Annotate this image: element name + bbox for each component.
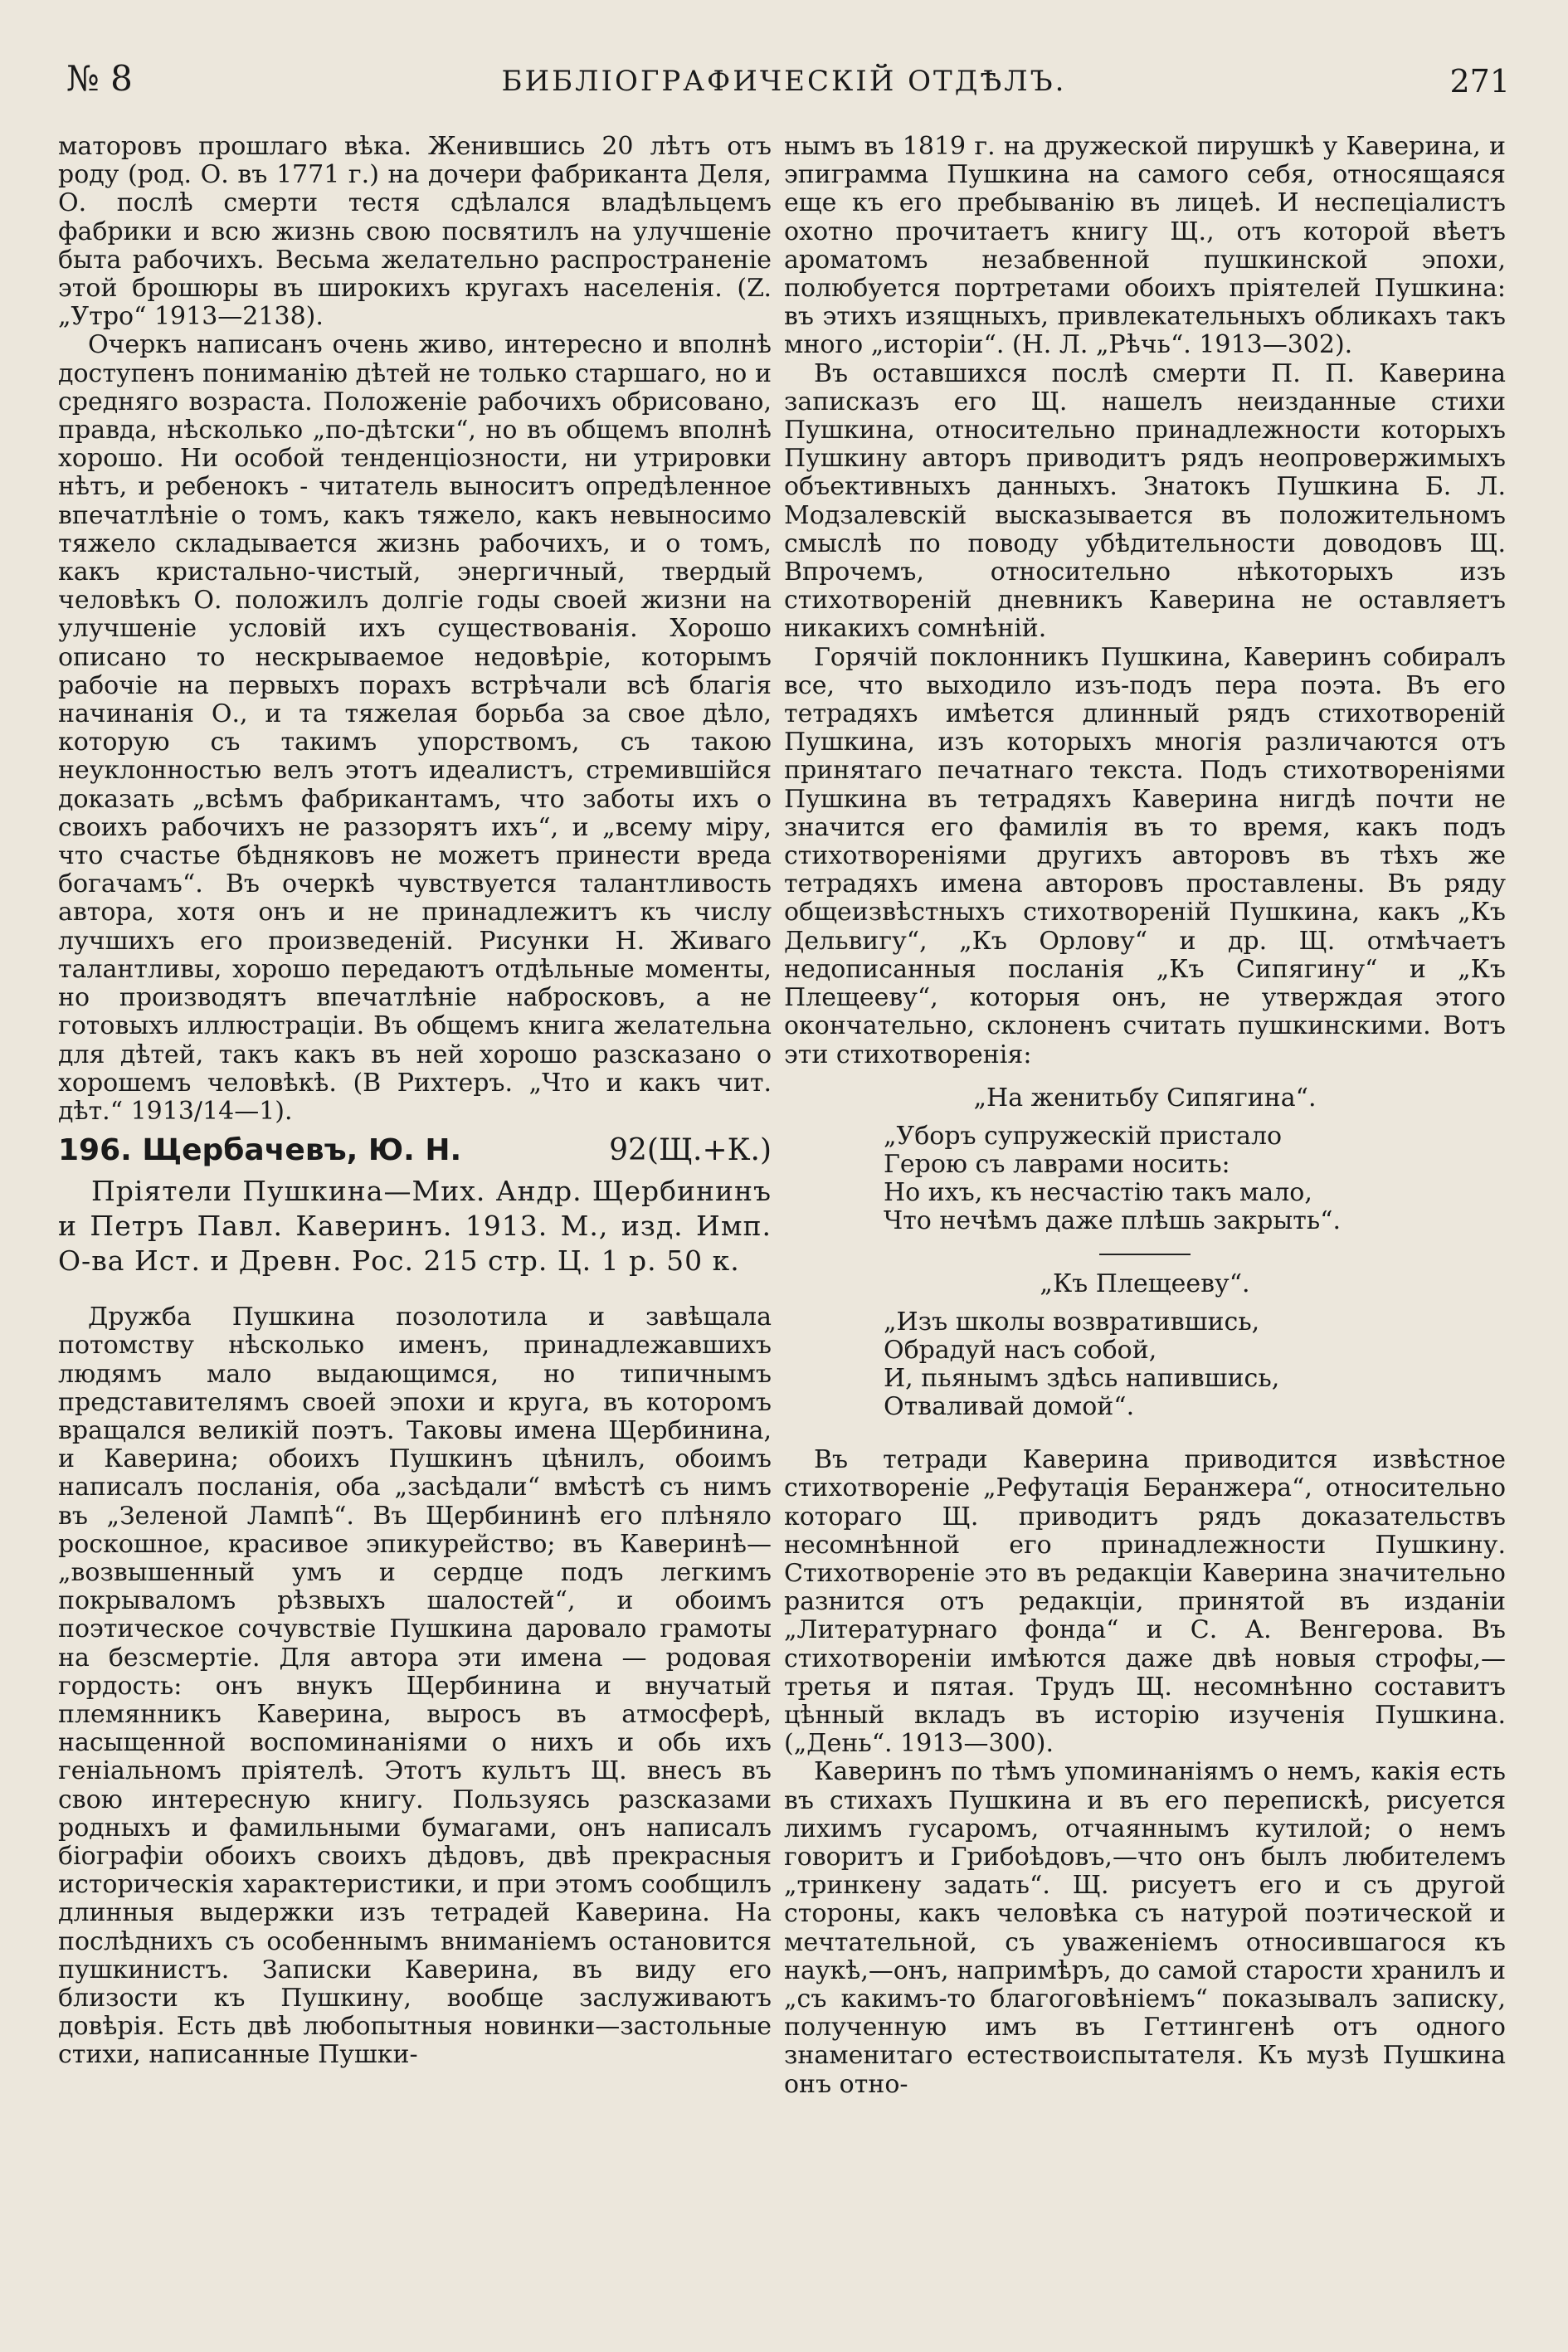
left-column — [58, 133, 772, 2070]
poem-line: Герою съ лаврами носить: — [884, 1149, 1230, 1179]
entry-author: 196. Щербачевъ, Ю. Н. — [58, 1133, 462, 1168]
paragraph: Въ тетради Каверина приводится извѣстное стихотвореніе „Рефутація Беранжера“, относительно котораго Щ. приводитъ рядъ доказательствъ несомнѣнной его принадлежности Пушкину. Стихотвореніе это въ редакціи Каверина значительно разнится отъ редакціи, принятой въ изданіи „Литературнаго фонда“ и С. А. Венгерова. Въ стихотвореніи имѣются даже двѣ новыя строфы,—третья и пятая. Трудъ Щ. несомнѣнно составитъ цѣнный вкладъ въ исторію изученія Пушкина. („День“. 1913—300). — [784, 1445, 1506, 1759]
page-header — [50, 58, 1518, 116]
paragraph: Каверинъ по тѣмъ упоминаніямъ о немъ, какія есть въ стихахъ Пушкина и въ его перепискѣ, рисуется лихимъ гусаромъ, отчаяннымъ кутилой; о немъ говоритъ и Грибоѣдовъ,—что онъ былъ любителемъ „тринкену задать“. Щ. рисуетъ его и съ другой стороны, какъ человѣка съ натурой поэтической и мечтательной, съ уваженіемъ относившагося къ наукѣ,—онъ, напримѣръ, до самой старости хранилъ и „съ какимъ-то благоговѣніемъ“ показывалъ записку, полученную имъ въ Геттингенѣ отъ одного знаменитаго естествоиспытателя. Къ музѣ Пушкина онъ отно- — [784, 1757, 1506, 2099]
section-title: БИБЛІОГРАФИЧЕСКІЙ ОТДѢЛЪ. — [501, 65, 1067, 98]
paragraph: Горячій поклонникъ Пушкина, Каверинъ собиралъ все, что выходило изъ-подъ пера поэта. Въ его тетрадяхъ имѣется длинный рядъ стихотвореній Пушкина, изъ которыхъ многія различаются отъ принятаго печатнаго текста. Подъ стихотвореніями Пушкина въ тетрадяхъ Каверина нигдѣ почти не значится его фамилія въ то время, какъ подъ стихотвореніями другихъ авторовъ въ тѣхъ же тетрадяхъ имена авторовъ проставлены. Въ ряду общеизвѣстныхъ стихотвореній Пушкина, какъ „Къ Дельвигу“, „Къ Орлову“ и др. Щ. отмѣчаетъ недописанныя посланія „Къ Сипягину“ и „Къ Плещееву“, которыя онъ, не утверждая этого окончательно, склоненъ считать пушкинскими. Вотъ эти стихотворенія: — [784, 642, 1506, 1069]
paragraph: Очеркъ написанъ очень живо, интересно и вполнѣ доступенъ пониманію дѣтей не только старшаго, но и средняго возраста. Положеніе рабочихъ обрисовано, правда, нѣсколько „по-дѣтски“, но въ общемъ вполнѣ хорошо. Ни особой тенденціозности, ни утрировки нѣтъ, и ребенокъ - читатель выноситъ опредѣленное впечатлѣніе о томъ, какъ тяжело, какъ невыносимо тяжело складывается жизнь рабочихъ, и о томъ, какъ кристально-чистый, энергичный, твердый человѣкъ О. положилъ долгіе годы своей жизни на улучшеніе условій ихъ существованія. Хорошо описано то нескрываемое недовѣріе, которымъ рабочіе на первыхъ порахъ встрѣчали всѣ благія начинанія О., и та тяжелая борьба за свое дѣло, которую съ такимъ упорствомъ, съ такою неуклонностью велъ этотъ идеалистъ, стремившійся доказать „всѣмъ фабрикантамъ, что заботы ихъ о своихъ рабочихъ не раззорятъ ихъ“, и „всему міру, что счастье бѣдняковъ не можетъ принести вреда богачамъ“. Въ очеркѣ чувствуется талантливость автора, хотя онъ и не принадлежитъ къ числу лучшихъ его произведеній. Рисунки Н. Живаго талантливы, хорошо передаютъ отдѣльные моменты, но производятъ впечатлѣніе набросковъ, а не готовыхъ иллюстраціи. Въ общемъ книга желательна для дѣтей, такъ какъ въ ней хорошо разсказано о хорошемъ человѣкѣ. (В Рихтеръ. „Что и какъ чит. дѣт.“ 1913/14—1). — [58, 330, 772, 1126]
paragraph: Въ оставшихся послѣ смерти П. П. Каверина записказъ его Щ. нашелъ неизданные стихи Пушкина, относительно принадлежности которыхъ Пушкину авторъ приводитъ рядъ неопровержимыхъ объективныхъ данныхъ. Знатокъ Пушкина Б. Л. Модзалевскій высказывается въ положительномъ смыслѣ по поводу убѣдительности доводовъ Щ. Впрочемъ, относительно нѣкоторыхъ изъ стихотвореній дневникъ Каверина не оставляетъ никакихъ сомнѣній. — [784, 358, 1506, 644]
paragraph: нымъ въ 1819 г. на дружеской пирушкѣ у Каверина, и эпиграмма Пушкина на самого себя, относящаяся еще къ его пребыванію въ лицеѣ. И неспеціалистъ охотно прочитаетъ книгу Щ., отъ которой вѣетъ ароматомъ незабвенной пушкинской эпохи, полюбуется портретами обоихъ пріятелей Пушкина: въ этихъ изящныхъ, привлекательныхъ обликахъ такъ много „исторіи“. (Н. Л. „Рѣчь“. 1913—302). — [784, 132, 1506, 360]
paragraph: Дружба Пушкина позолотила и завѣщала потомству нѣсколько именъ, принадлежавшихъ людямъ мало выдающимся, но типичнымъ представителямъ своей эпохи и круга, въ которомъ вращался великій поэтъ. Таковы имена Щербинина, и Каверина; обоихъ Пушкинъ цѣнилъ, обоимъ написалъ посланія, оба „засѣдали“ вмѣстѣ съ нимъ въ „Зеленой Лампѣ“. Въ Щербининѣ его плѣняло роскошное, красивое эпикурейство; въ Каверинѣ—„возвышенный умъ и сердце подъ легкимъ покрываломъ рѣзвыхъ шалостей“, и обоимъ поэтическое сочувствіе Пушкина даровало грамоты на безсмертіе. Для автора эти имена — родовая гордость: онъ внукъ Щербинина и внучатый племянникъ Каверина, выросъ въ атмосферѣ, насыщенной воспоминаніями о нихъ и обь ихъ геніальномъ пріятелѣ. Этотъ культъ Щ. внесъ въ свою интересную книгу. Пользуясь разсказами родныхъ и фамильными бумагами, онъ написалъ біографіи обоихъ своихъ дѣдовъ, двѣ прекрасныя историческія характеристики, и при этомъ сообщилъ длинныя выдержки изъ тетрадей Каверина. На послѣднихъ съ особеннымъ вниманіемъ остановится пушкинистъ. Записки Каверина, въ виду его близости къ Пушкину, вообще заслуживаютъ довѣрія. Есть двѣ любопытныя новинки—застольные стихи, написанные Пушки- — [58, 1303, 772, 2070]
issue-number: № 8 — [66, 58, 133, 99]
entry-heading — [58, 1131, 772, 1171]
right-column — [784, 133, 1506, 2099]
page-number: 271 — [1449, 63, 1510, 100]
poem-line: Что нечѣмъ даже плѣшь закрыть“. — [884, 1205, 1342, 1235]
poem-line: „Уборъ супружескій пристало — [884, 1121, 1283, 1151]
poem-line: „Изъ школы возвратившись, — [884, 1307, 1260, 1337]
divider — [1099, 1254, 1191, 1255]
poem-line: Но ихъ, къ несчастію такъ мало, — [884, 1177, 1312, 1207]
entry-classification: 92(Щ.+К.) — [609, 1133, 772, 1168]
poem-title: „На женитьбу Сипягина“. — [973, 1083, 1317, 1113]
poem — [884, 1122, 1506, 1235]
poem-line: Отваливай домой“. — [884, 1392, 1135, 1422]
poem — [884, 1308, 1506, 1421]
paragraph: маторовъ прошлаго вѣка. Женившись 20 лѣтъ отъ роду (род. О. въ 1771 г.) на дочери фабриканта Деля, О. послѣ смерти тестя сдѣлался владѣльцемъ фабрики и всю жизнь свою посвятилъ на улучшеніе быта рабочихъ. Весьма желательно распространеніе этой брошюры въ широкихъ кругахъ населенія. (Z. „Утро“ 1913—2138). — [58, 132, 772, 332]
poem-line: Обрадуй насъ собой, — [884, 1336, 1157, 1366]
poem-line: И, пьянымъ здѣсь напившись, — [884, 1364, 1280, 1394]
poem-title: „Къ Плещееву“. — [1040, 1269, 1250, 1298]
entry-bibliography: Пріятели Пушкина—Мих. Андр. Щербининъ и Петръ Павл. Каверинъ. 1913. М., изд. Имп. О-ва Ист. и Древн. Рос. 215 стр. Ц. 1 р. 50 к. — [58, 1175, 772, 1278]
